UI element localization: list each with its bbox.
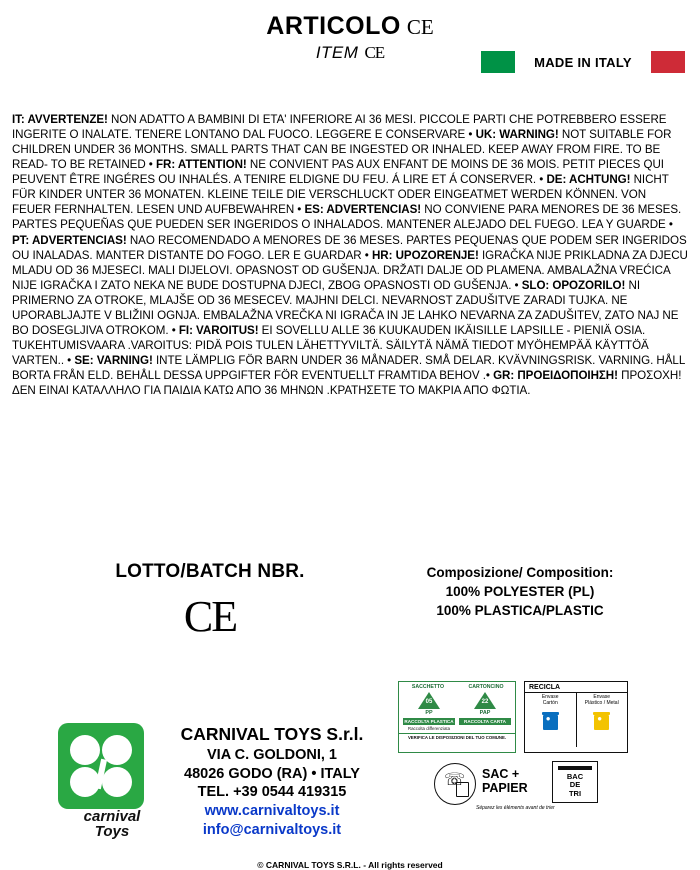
item-subtitle: ITEM bbox=[315, 43, 359, 62]
multilingual-warnings-text: IT: AVVERTENZE! NON ADATTO A BAMBINI DI ETA' INFERIORE AI 36 MESI. PICCOLE PARTI CHE POTREBBERO ESSERE INGERITE O INALATE. TENERE LONTANO DAL FUOCO. LEGGERE E CONSERVARE • UK: WARNING! NOT SUITABLE FOR CHILDREN UNDER 36 MONTHS. SMALL PARTS THAT CAN BE INGESTED OR INHALED. KEEP AWAY FROM FIRE. TO BE READ- TO BE RETAINED • FR: ATTENTION! NE CONVIENT PAS AUX ENFANT DE MOINS DE 36 MOIS. PETIT PIECES QUI PEUVENT ÊTRE INGÉRES OU INHALÉS. A TENIRE ELDIGNE DU FEU. Á LIRE ET Á CONSERVER. • DE: ACHTUNG! NICHT FÜR KINDER UNTER 36 MONATEN. KLEINE TEILE DIE VERSCHLUCKT ODER EINGEATMET WERDEN KÖNNEN. VON FEUER FERNHALTEN. LESEN UND AUFBEWAHREN • ES: ADVERTENCIAS! NO CONVIENE PARA MENORES DE 36 MESES. PARTES PEQUEÑAS QUE PUEDEN SER INGERIDOS O INHALADOS. MANTENER ALEJADO DEL FUEGO. LEA Y GUARDE • PT: ADVERTENCIAS! NAO RECOMENDADO A MENORES DE 36 MESES. PARTES PEQUENAS QUE PODEM SER INGERIDOS OU INALADAS. MANTER DISTANTE DO FOGO. LER E GUARDAR • HR: UPOZORENJE! IGRAČKA NIJE PRIKLADNA ZA DJECU MLADU OD 36 MJESECI. MALI DIJELOVI. OPASNOST OD GUŠENJA. DRŽATI DALJE OD PLAMENA. AMBALAŽNA VREĆICA NIJE IGRAČKA I ZATO NEKA NE BUDE DOSTUPNA DJECI, ZBOG OPASNOSTI OD GUŠENJA. • SLO: OPOZORILO! NI PRIMERNO ZA OTROKE, MLAJŠE OD 36 MESECEV. MAJHNI DELCI. NEVARNOST ZADUŠITVE ZARADI TUJKA. NE UPORABLJAJTE V BLIŽINI OGNJA. EMBALAŽNA VREČKA NI IGRAČA IN JE LAHKO NEVARNA ZA ZADUŠITEV, ZATO NAJ NE BO DOSEGLJIVA OTROKOM. • FI: VAROITUS! EI SOVELLU ALLE 36 KUUKAUDEN IKÄISILLE LAPSILLE - PIENIÄ OSIA. TUKEHTUMISVAARA .VAROITUS: PIDÄ POIS TULEN LÄHETTYVILTÄ. SÄILYTÄ NÄMÄ TIEDOT MYÖHEMPÄÄ KÄYTTÖÄ VARTEN.. • SE: VARNING! INTE LÄMPLIG FÖR BARN UNDER 36 MÅNADER. SMÅ DELAR. KVÄVNINGSRISK. VARNING. HÅLL BORTA FRÅN ELD. BEHÅLL DESSA UPPGIFTER FÖR EVENTUELLT FRAMTIDA BEHOV .• GR: ΠΡΟΕΙΔΟΠΟΙΗΣΗ! ΠΡΟΣΟΧΗ! ΔΕΝ ΕΙΝΑΙ ΚΑΤΑΛΛΗΛΟ ΓΙΑ ΠΑΙΔΙΑ ΚΑΤΩ ΑΠΟ 36 ΜΗΝΩΝ .ΚΡΑΤΗΣΕΤΕ ΤΟ ΜΑΚΡΙΑ ΑΠΟ ΦΩΤΙΑ. bbox=[12, 113, 688, 398]
material-box-headers bbox=[399, 682, 515, 690]
composition-polyester: 100% POLYESTER (PL) bbox=[445, 584, 595, 600]
lot-batch-label: LOTTO/BATCH NBR. bbox=[115, 561, 305, 582]
bac-de-tri-icon bbox=[552, 761, 598, 803]
made-in-italy-label: MADE IN ITALY bbox=[515, 51, 651, 73]
made-in-italy-badge bbox=[480, 50, 686, 74]
bac-lid bbox=[558, 766, 592, 770]
sac-papier-block bbox=[434, 761, 624, 809]
company-street: VIA C. GOLDONI, 1 bbox=[207, 746, 337, 763]
recycle-person-icon: ● bbox=[545, 713, 551, 723]
material-col-paper bbox=[457, 691, 513, 731]
ce-mark-icon-large: CE bbox=[183, 592, 237, 641]
yellow-bin-icon bbox=[593, 710, 610, 730]
material-box-columns bbox=[399, 690, 515, 731]
sac-papier-line1: SAC + bbox=[482, 767, 520, 781]
recycle-triangle-icon bbox=[418, 692, 440, 709]
material-col1-band-sub: Raccolta differenziata bbox=[407, 726, 451, 731]
recicla-col-carton bbox=[525, 693, 577, 747]
article-title-row bbox=[0, 14, 700, 39]
material-col1-band: RACCOLTA PLASTICA bbox=[404, 719, 454, 724]
ce-mark-icon: CE bbox=[406, 15, 434, 39]
bac-line3: TRI bbox=[568, 788, 582, 798]
company-name: CARNIVAL TOYS S.r.l. bbox=[180, 724, 364, 744]
material-col2-code: 22 bbox=[481, 699, 489, 705]
recicla-col1-line1: Envase bbox=[541, 694, 559, 700]
small-bin-icon bbox=[456, 782, 469, 797]
logo-wordmark bbox=[64, 809, 160, 839]
lot-batch-block bbox=[80, 561, 340, 642]
sac-papier-line2: PAPIER bbox=[482, 781, 528, 796]
sac-papier-footnote: Séparez les éléments avant de trier bbox=[476, 805, 555, 811]
triman-icon bbox=[434, 763, 476, 805]
material-col2-band-sub bbox=[457, 726, 513, 731]
italy-flag-green-stripe bbox=[481, 51, 515, 73]
recycle-triangle-icon-paper bbox=[474, 692, 496, 709]
material-box-footer: VERIFICA LE DISPOSIZIONI DEL TUO COMUNE. bbox=[399, 733, 515, 740]
company-address-block bbox=[154, 723, 390, 840]
clover-petal bbox=[70, 735, 100, 765]
material-col1-code: 05 bbox=[425, 699, 433, 705]
bac-line1: BAC bbox=[566, 772, 584, 781]
italy-flag-red-stripe bbox=[651, 51, 685, 73]
recicla-col-plastic bbox=[577, 693, 628, 747]
company-email-link[interactable]: info@carnivaltoys.it bbox=[202, 822, 342, 839]
composition-title: Composizione/ Composition: bbox=[426, 565, 614, 580]
recicla-col2-line1: Envase bbox=[593, 694, 611, 700]
material-col1-abbr: PP bbox=[425, 710, 433, 716]
ce-mark-icon-secondary: CE bbox=[364, 43, 385, 62]
logo-wordmark-line2: Toys bbox=[94, 823, 130, 840]
article-title: ARTICOLO bbox=[266, 12, 401, 40]
material-col1-title: SACCHETTO bbox=[411, 684, 445, 690]
header bbox=[0, 0, 700, 98]
copyright-notice: © CARNIVAL TOYS S.R.L. - All rights reserved bbox=[257, 860, 443, 870]
recycle-person-icon: ● bbox=[597, 713, 603, 723]
logo-wordmark-line1: carnival bbox=[83, 808, 141, 825]
recicla-col1-line2: Cartón bbox=[542, 699, 558, 706]
material-col2-title: CARTONCINO bbox=[468, 684, 504, 690]
company-website-link[interactable]: www.carnivaltoys.it bbox=[204, 803, 340, 820]
sac-papier-label bbox=[482, 767, 528, 796]
carnival-toys-logo-icon bbox=[58, 723, 144, 809]
company-city: 48026 GODO (RA) • ITALY bbox=[184, 765, 360, 782]
composition-plastic: 100% PLASTICA/PLASTIC bbox=[436, 603, 604, 619]
recicla-columns bbox=[525, 693, 627, 747]
recycling-symbols-cluster bbox=[398, 673, 638, 813]
material-col2-band: RACCOLTA CARTA bbox=[459, 718, 511, 725]
material-recycling-box bbox=[398, 681, 516, 753]
brand-block bbox=[58, 723, 388, 843]
material-col-plastic bbox=[401, 691, 457, 731]
composition-block bbox=[370, 563, 670, 620]
bac-line2: DE bbox=[569, 780, 581, 790]
recicla-title: RECICLA bbox=[525, 682, 627, 693]
clover-petal bbox=[102, 767, 132, 797]
material-col2-abbr: PAP bbox=[479, 710, 491, 716]
recicla-col2-line2: Plástico / Metal bbox=[584, 699, 619, 706]
recicla-box bbox=[524, 681, 628, 753]
company-phone: TEL. +39 0544 419315 bbox=[197, 784, 347, 801]
blue-bin-icon bbox=[542, 710, 559, 730]
person-throwing-icon: ☏ bbox=[444, 770, 466, 789]
